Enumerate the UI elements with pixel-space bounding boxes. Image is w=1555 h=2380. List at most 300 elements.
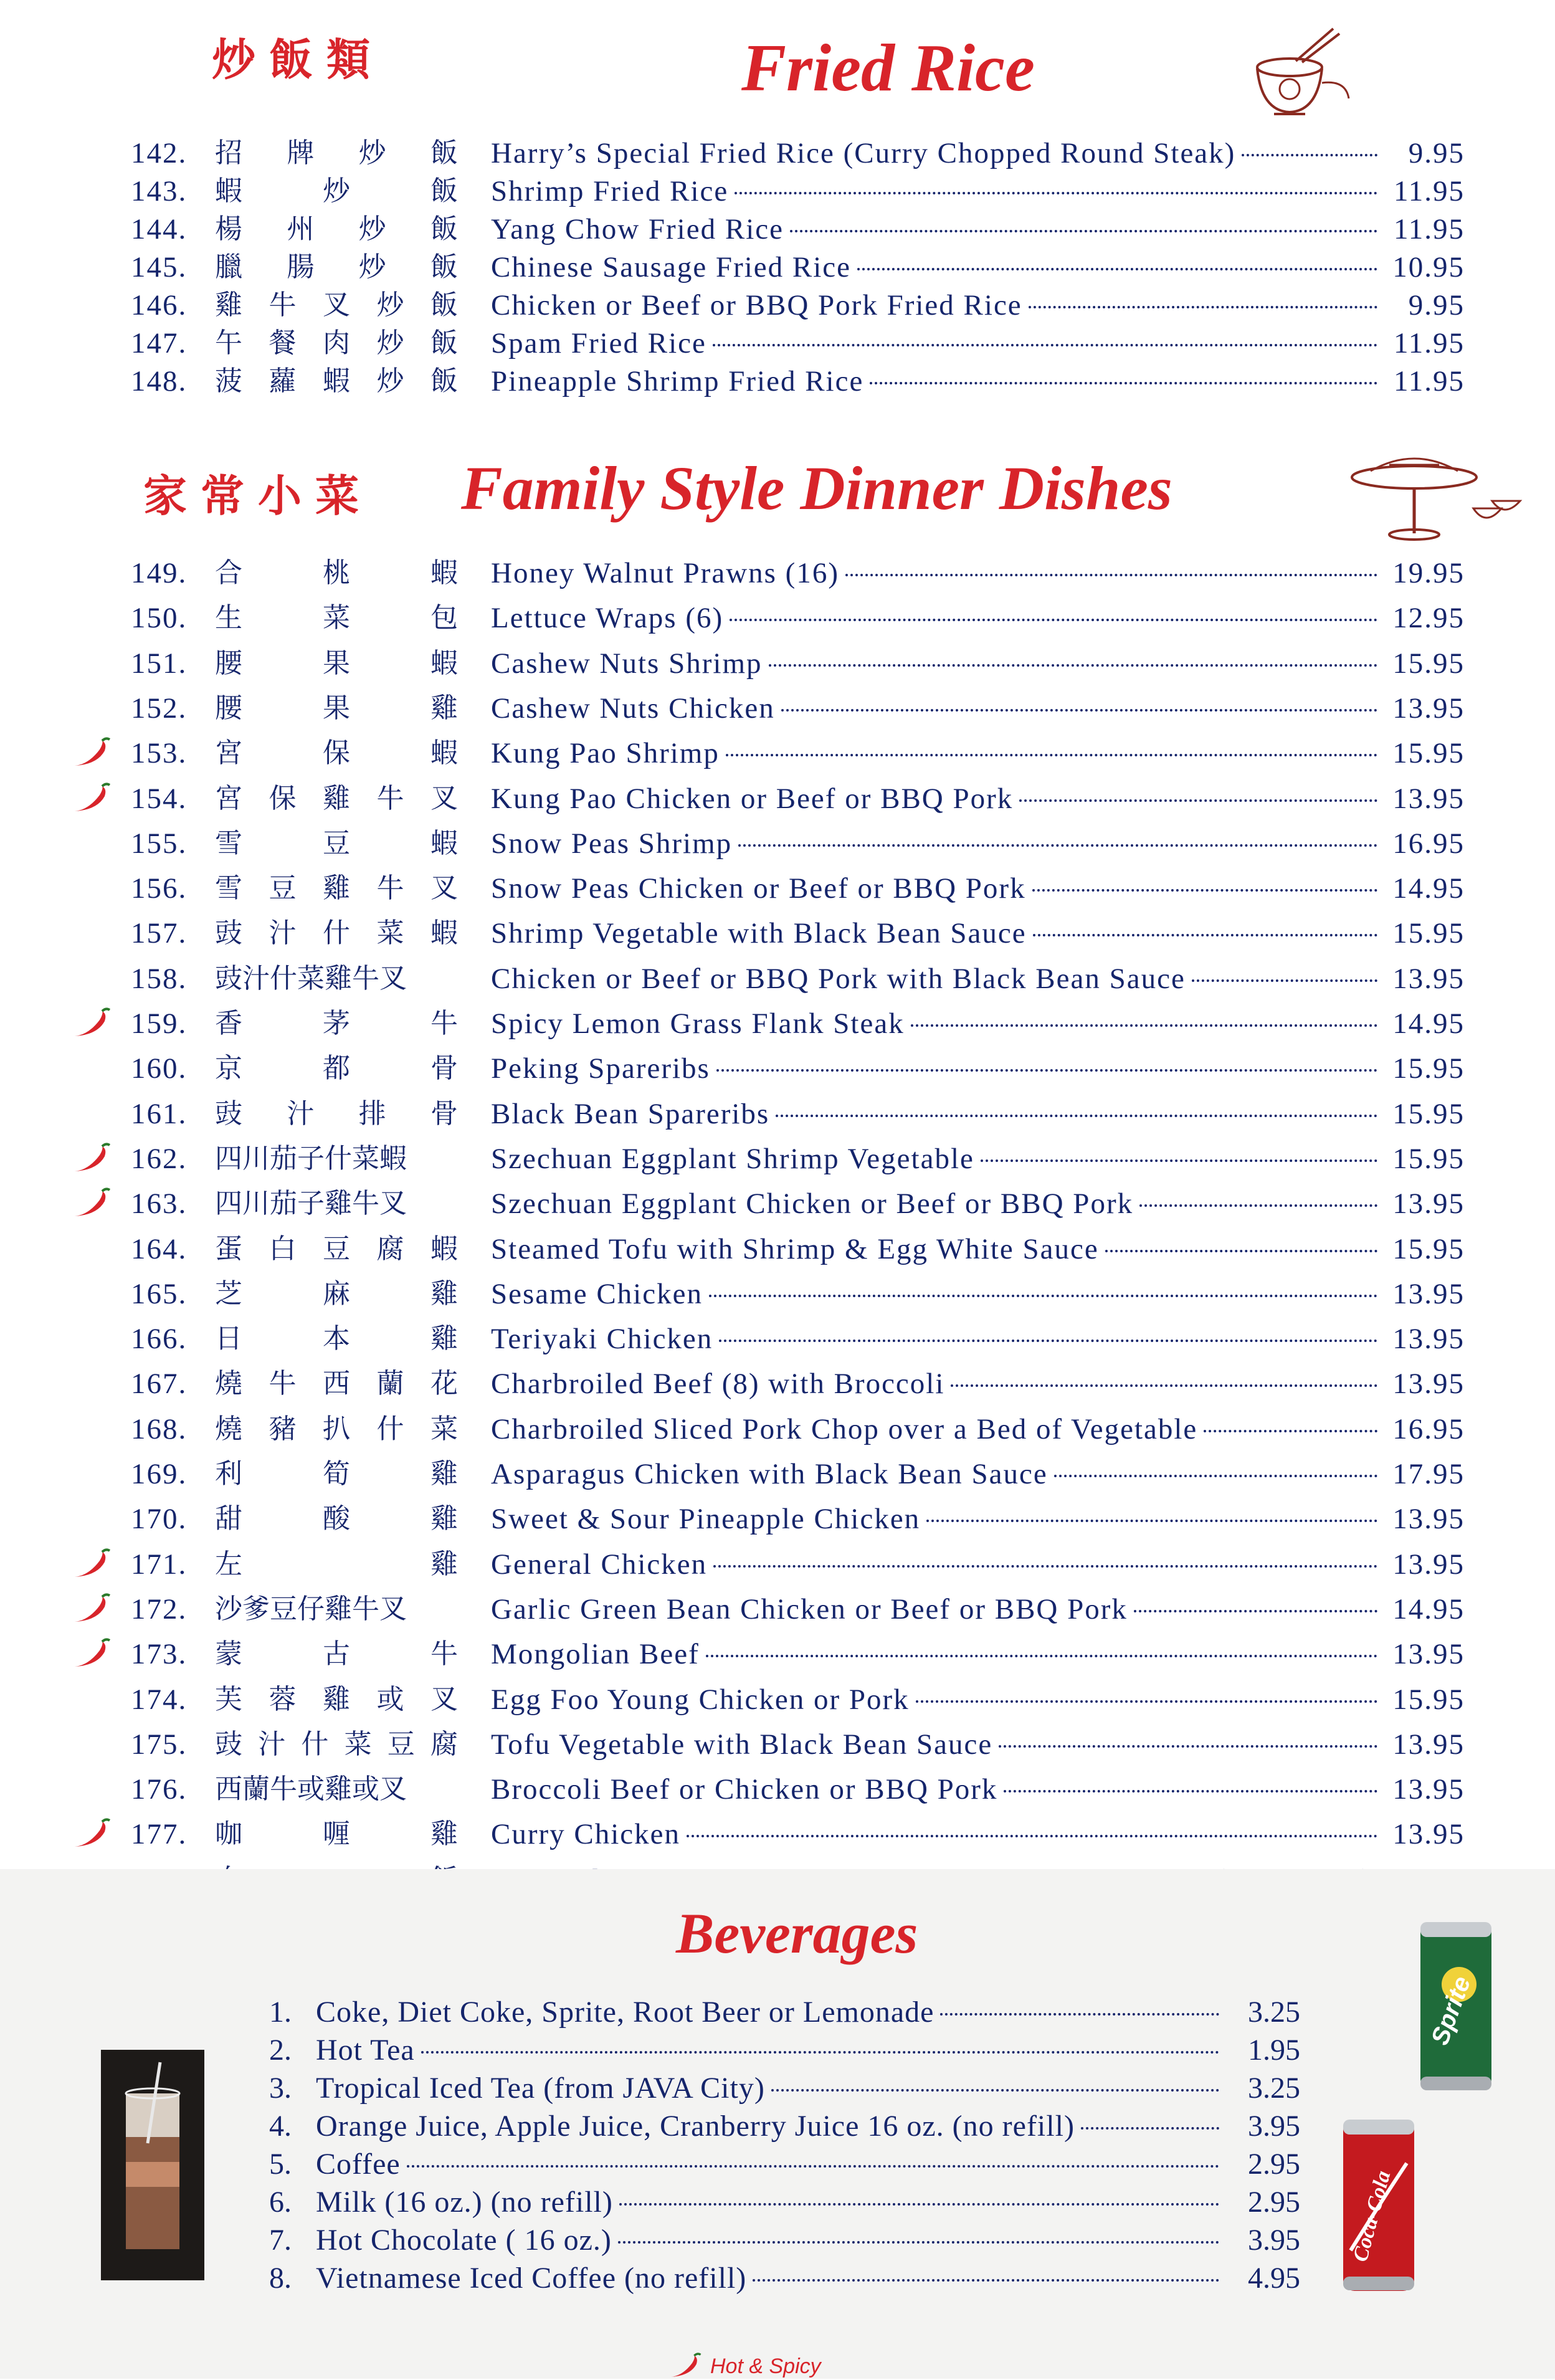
item-name-zh (215, 780, 458, 817)
item-number: 144. (131, 213, 188, 245)
zh-char: 白 (269, 1232, 297, 1265)
beverage-row (0, 1994, 1555, 2031)
item-name-line (491, 690, 1465, 727)
zh-char: 牛 (430, 1007, 458, 1039)
menu-item-row (0, 735, 1555, 772)
item-price: 16.95 (1392, 827, 1465, 860)
leader-dots (1105, 1250, 1377, 1252)
item-number: 142. (131, 137, 188, 169)
zh-char: 豉 (215, 1097, 242, 1130)
item-name-zh (215, 1816, 458, 1853)
item-name-line (491, 1591, 1465, 1628)
beverage-name: Vietnamese Iced Coffee (no refill) (316, 2262, 747, 2295)
zh-char: 蝦 (215, 175, 242, 207)
beverage-price: 3.25 (1248, 1996, 1300, 2029)
item-name: Chinese Sausage Fried Rice (491, 251, 852, 283)
item-name: Cashew Nuts Chicken (491, 692, 775, 725)
item-price: 12.95 (1392, 602, 1465, 635)
zh-char: 蒙 (215, 1638, 242, 1670)
item-price: 15.95 (1392, 1683, 1465, 1716)
leader-dots (911, 1024, 1377, 1027)
leader-dots (421, 2051, 1219, 2054)
zh-char: 炒 (323, 175, 350, 207)
item-name-line (491, 1365, 1465, 1402)
zh-char: 雞 (430, 692, 458, 724)
item-name-line (491, 1005, 1465, 1042)
zh-char: 豆 (387, 1728, 415, 1760)
item-name-zh (215, 1365, 458, 1402)
menu-item-row (0, 1140, 1555, 1178)
zh-char: 果 (323, 692, 350, 724)
item-name: Egg Foo Young Chicken or Pork (491, 1683, 910, 1716)
zh-char: 日 (215, 1323, 242, 1355)
zh-char: 蓉 (269, 1683, 297, 1715)
zh-char: 腰 (215, 647, 242, 679)
zh-char: 花 (430, 1368, 458, 1400)
item-name-line (491, 735, 1465, 772)
zh-char: 喱 (323, 1818, 350, 1850)
leader-dots (1139, 1204, 1377, 1207)
beverages-header (676, 1900, 918, 1966)
leader-dots (618, 2241, 1219, 2244)
leader-dots (1033, 934, 1377, 936)
leader-dots (735, 192, 1377, 194)
item-name-zh (215, 1320, 458, 1358)
item-number: 159. (131, 1007, 188, 1040)
zh-char: 臘 (215, 251, 242, 283)
item-number: 174. (131, 1683, 188, 1716)
fried-rice-title-wrap (741, 30, 1035, 107)
rice-bowl-icon (1240, 24, 1358, 130)
item-name: Yang Chow Fried Rice (491, 213, 784, 245)
item-name: Snow Peas Shrimp (491, 827, 733, 860)
item-name-zh (215, 960, 458, 997)
beverage-line (316, 2070, 1300, 2107)
zh-char: 腐 (430, 1728, 458, 1760)
item-name: Mongolian Beef (491, 1638, 700, 1671)
zh-char: 菜 (376, 917, 404, 950)
zh-char: 飯 (430, 175, 458, 207)
zh-char: 包 (430, 602, 458, 634)
zh-char: 香 (215, 1007, 242, 1039)
zh-char: 芝 (215, 1277, 242, 1310)
leader-dots (870, 382, 1377, 384)
zh-char: 叉 (430, 872, 458, 905)
item-number: 161. (131, 1097, 188, 1130)
beverage-row (0, 2070, 1555, 2107)
zh-char: 雞 (430, 1503, 458, 1535)
item-price: 13.95 (1392, 692, 1465, 725)
item-name-line (491, 1140, 1465, 1178)
item-name-line (491, 1411, 1465, 1448)
zh-char: 都 (323, 1052, 350, 1085)
item-name: Pineapple Shrimp Fried Rice (491, 365, 864, 397)
zh-char: 炒 (358, 137, 386, 169)
spicy-legend-label: Hot & Spicy (710, 2354, 821, 2378)
item-name-zh (215, 211, 458, 248)
menu-item-row (0, 1771, 1555, 1808)
zh-char: 果 (323, 647, 350, 679)
item-price: 13.95 (1392, 1638, 1465, 1671)
beverage-line (316, 2108, 1300, 2145)
item-price: 13.95 (1392, 1773, 1465, 1806)
leader-dots (719, 1340, 1377, 1342)
serving-dish-icon (1346, 440, 1526, 552)
beverage-number: 7. (269, 2224, 292, 2257)
leader-dots (709, 1295, 1377, 1297)
item-name-zh (215, 287, 458, 324)
zh-char: 汁 (287, 1097, 315, 1130)
zh-char: 肉 (323, 327, 350, 359)
zh-char: 雪 (215, 872, 242, 905)
menu-item-row (0, 960, 1555, 997)
item-name-zh (215, 173, 458, 210)
item-name-line (491, 287, 1465, 324)
zh-char: 京 (215, 1052, 242, 1085)
beverage-number: 8. (269, 2262, 292, 2295)
item-price: 17.95 (1392, 1458, 1465, 1490)
menu-item-row (0, 555, 1555, 592)
zh-char: 燒 (215, 1412, 242, 1445)
item-name: Chicken or Beef or BBQ Pork with Black Bean Sauce (491, 962, 1186, 995)
item-name: Szechuan Eggplant Chicken or Beef or BBQ Pork (491, 1188, 1134, 1221)
leader-dots (713, 344, 1377, 346)
item-number: 148. (131, 365, 188, 397)
zh-char: 飯 (430, 365, 458, 397)
item-number: 166. (131, 1323, 188, 1356)
item-name: Sesame Chicken (491, 1277, 703, 1310)
family-title-en: Family Style Dinner Dishes (461, 454, 1172, 523)
zh-char: 汁 (269, 917, 297, 950)
beverage-price: 3.95 (1248, 2110, 1300, 2143)
item-name-zh (215, 825, 458, 862)
item-name: General Chicken (491, 1548, 708, 1581)
zh-char: 牛 (376, 872, 404, 905)
item-name-zh (215, 1005, 458, 1042)
item-number: 177. (131, 1818, 188, 1851)
zh-char: 西蘭牛或雞或叉 (215, 1773, 407, 1806)
zh-char: 雞 (430, 1277, 458, 1310)
beverage-number: 2. (269, 2034, 292, 2067)
zh-char: 雞 (430, 1458, 458, 1490)
item-name-zh (215, 645, 458, 682)
zh-char: 雞 (323, 1683, 350, 1715)
item-price: 15.95 (1392, 1142, 1465, 1175)
item-name-line (491, 645, 1465, 682)
item-number: 176. (131, 1773, 188, 1806)
item-price: 15.95 (1392, 1097, 1465, 1130)
beverage-price: 2.95 (1248, 2186, 1300, 2219)
item-price: 14.95 (1392, 1592, 1465, 1626)
zh-char: 飯 (430, 251, 458, 283)
zh-char: 牛 (269, 1368, 297, 1400)
item-name-line (491, 1635, 1465, 1673)
item-price: 16.95 (1392, 1412, 1465, 1445)
zh-char: 雞 (215, 289, 242, 321)
item-name-zh (215, 1726, 458, 1763)
item-number: 156. (131, 872, 188, 905)
item-name-line (491, 135, 1465, 172)
item-name: Black Bean Spareribs (491, 1097, 770, 1130)
item-name-line (491, 249, 1465, 286)
item-price: 13.95 (1392, 782, 1465, 815)
item-number: 149. (131, 557, 188, 589)
chili-pepper-icon (70, 1548, 113, 1581)
zh-char: 或 (376, 1683, 404, 1715)
item-price: 10.95 (1392, 251, 1465, 283)
chili-pepper-icon (667, 2353, 704, 2380)
leader-dots (713, 1565, 1377, 1568)
zh-char: 本 (323, 1323, 350, 1355)
item-price: 15.95 (1392, 647, 1465, 680)
item-name-line (491, 599, 1465, 637)
family-header-en-wrap (461, 452, 1172, 524)
zh-char: 楊 (215, 213, 242, 245)
item-name-zh (215, 363, 458, 400)
leader-dots (1032, 889, 1377, 892)
zh-char: 左 (215, 1548, 242, 1580)
item-name-zh (215, 555, 458, 592)
item-number: 145. (131, 251, 188, 283)
fried-rice-title-zh: 炒飯類 (212, 34, 384, 85)
item-name-zh (215, 915, 458, 952)
item-name-line (491, 211, 1465, 248)
item-number: 165. (131, 1277, 188, 1310)
menu-item-row (0, 1005, 1555, 1042)
item-number: 167. (131, 1368, 188, 1401)
zh-char: 腰 (215, 692, 242, 724)
beverage-row (0, 2260, 1555, 2297)
beverage-line (316, 1994, 1300, 2031)
leader-dots (730, 619, 1377, 621)
menu-item-row (0, 173, 1555, 210)
zh-char: 蝦 (430, 647, 458, 679)
beverage-number: 4. (269, 2110, 292, 2143)
zh-char: 甜 (215, 1503, 242, 1535)
item-number: 169. (131, 1458, 188, 1490)
zh-char: 腸 (287, 251, 315, 283)
zh-char: 叉 (430, 1683, 458, 1715)
leader-dots (926, 1520, 1377, 1522)
beverage-name: Coffee (316, 2148, 401, 2181)
item-name-line (491, 915, 1465, 952)
item-number: 175. (131, 1728, 188, 1761)
item-number: 152. (131, 692, 188, 725)
zh-char: 叉 (430, 782, 458, 814)
leader-dots (753, 2279, 1219, 2282)
zh-char: 生 (215, 602, 242, 634)
zh-char: 雪 (215, 827, 242, 859)
spicy-legend (667, 2353, 821, 2380)
leader-dots (981, 1159, 1377, 1162)
item-name: Spicy Lemon Grass Flank Steak (491, 1007, 905, 1040)
item-number: 147. (131, 327, 188, 359)
item-name-zh (215, 1771, 458, 1808)
leader-dots (738, 844, 1377, 847)
leader-dots (940, 2013, 1219, 2016)
item-price: 9.95 (1408, 137, 1465, 169)
menu-item-row (0, 690, 1555, 727)
menu-item-row (0, 1185, 1555, 1222)
menu-item-row (0, 1455, 1555, 1493)
item-name-zh (215, 690, 458, 727)
item-name-line (491, 1230, 1465, 1268)
zh-char: 骨 (430, 1097, 458, 1130)
leader-dots (706, 1655, 1377, 1657)
item-name-zh (215, 1635, 458, 1673)
chili-pepper-icon (70, 783, 113, 815)
zh-char: 蝦 (430, 1232, 458, 1265)
zh-char: 牌 (287, 137, 315, 169)
zh-char: 飯 (430, 137, 458, 169)
zh-char: 豉 (215, 917, 242, 950)
zh-char: 牛 (430, 1638, 458, 1670)
leader-dots (716, 1069, 1377, 1072)
menu-item-row (0, 1591, 1555, 1628)
coke-can-label: Coca-Cola (1348, 2168, 1396, 2265)
menu-item-row (0, 1816, 1555, 1853)
zh-char: 豉汁什菜雞牛叉 (215, 962, 407, 994)
item-price: 11.95 (1393, 175, 1465, 207)
beverage-name: Hot Chocolate ( 16 oz.) (316, 2224, 612, 2257)
beverage-row (0, 2146, 1555, 2183)
item-number: 158. (131, 962, 188, 995)
menu-item-row (0, 363, 1555, 400)
beverage-price: 1.95 (1248, 2034, 1300, 2067)
item-name-zh (215, 870, 458, 907)
beverage-number: 5. (269, 2148, 292, 2181)
zh-char: 麻 (323, 1277, 350, 1310)
item-name-line (491, 363, 1465, 400)
zh-char: 午 (215, 327, 242, 359)
item-name-zh (215, 1681, 458, 1718)
zh-char: 炒 (376, 327, 404, 359)
item-name-line (491, 555, 1465, 592)
item-name-zh (215, 1050, 458, 1087)
menu-item-row (0, 915, 1555, 952)
zh-char: 炒 (376, 365, 404, 397)
item-name: Asparagus Chicken with Black Bean Sauce (491, 1458, 1048, 1490)
item-name: Chicken or Beef or BBQ Pork Fried Rice (491, 289, 1022, 321)
menu-item-row (0, 1365, 1555, 1402)
beverage-price: 4.95 (1248, 2262, 1300, 2295)
beverage-price: 3.25 (1248, 2072, 1300, 2105)
item-number: 151. (131, 647, 188, 680)
item-name: Spam Fried Rice (491, 327, 706, 359)
item-number: 168. (131, 1412, 188, 1445)
item-name-zh (215, 135, 458, 172)
item-name: Lettuce Wraps (6) (491, 602, 724, 635)
menu-item-row (0, 1500, 1555, 1538)
zh-char: 蝦 (430, 557, 458, 589)
zh-char: 扒 (323, 1412, 350, 1445)
item-name-zh (215, 325, 458, 362)
menu-item-row (0, 780, 1555, 817)
zh-char: 古 (323, 1638, 350, 1670)
item-name-line (491, 1455, 1465, 1493)
zh-char: 宮 (215, 782, 242, 814)
item-name-line (491, 1681, 1465, 1718)
item-name-zh (215, 1546, 458, 1583)
leader-dots (1054, 1475, 1377, 1477)
menu-item-row (0, 287, 1555, 324)
chili-pepper-icon (70, 1593, 113, 1626)
zh-char: 什 (301, 1728, 329, 1760)
item-number: 172. (131, 1592, 188, 1626)
leader-dots (999, 1745, 1377, 1748)
zh-char: 豆 (323, 1232, 350, 1265)
zh-char: 炒 (358, 213, 386, 245)
zh-char: 排 (358, 1097, 386, 1130)
item-name-zh (215, 1500, 458, 1538)
zh-char: 西 (323, 1368, 350, 1400)
zh-char: 菜 (323, 602, 350, 634)
zh-char: 飯 (430, 327, 458, 359)
item-name-zh (215, 1455, 458, 1493)
leader-dots (1081, 2127, 1219, 2130)
beverage-name: Tropical Iced Tea (from JAVA City) (316, 2072, 765, 2105)
item-name-line (491, 1816, 1465, 1853)
leader-dots (771, 2089, 1219, 2092)
leader-dots (857, 268, 1377, 270)
chili-pepper-icon (70, 1007, 113, 1040)
zh-char: 餐 (269, 327, 297, 359)
chili-pepper-icon (70, 1638, 113, 1670)
item-price: 14.95 (1392, 872, 1465, 905)
item-number: 157. (131, 917, 188, 950)
item-number: 171. (131, 1548, 188, 1581)
zh-char: 利 (215, 1458, 242, 1490)
sprite-can-label: Sprite (1426, 1973, 1477, 2049)
zh-char: 州 (287, 213, 315, 245)
item-name-zh (215, 1095, 458, 1133)
item-price: 15.95 (1392, 917, 1465, 950)
leader-dots (1242, 154, 1377, 156)
item-name-line (491, 1500, 1465, 1538)
item-name-line (491, 1185, 1465, 1222)
item-name: Peking Spareribs (491, 1052, 710, 1085)
menu-item-row (0, 1411, 1555, 1448)
zh-char: 四川茄子雞牛叉 (215, 1188, 407, 1220)
family-header-zh-wrap (143, 461, 373, 524)
item-name: Cashew Nuts Shrimp (491, 647, 763, 680)
zh-char: 蝦 (323, 365, 350, 397)
chili-pepper-icon (70, 1143, 113, 1175)
zh-char: 飯 (430, 289, 458, 321)
item-number: 146. (131, 289, 188, 321)
item-name-zh (215, 1140, 458, 1178)
leader-dots (781, 709, 1377, 712)
leader-dots (1029, 306, 1377, 308)
item-price: 13.95 (1392, 1728, 1465, 1761)
item-price: 13.95 (1392, 1368, 1465, 1401)
item-price: 13.95 (1392, 1188, 1465, 1221)
beverages-title: Beverages (676, 1902, 918, 1965)
zh-char: 保 (269, 782, 297, 814)
menu-item-row (0, 870, 1555, 907)
item-name-zh (215, 1275, 458, 1313)
leader-dots (790, 230, 1377, 232)
zh-char: 牛 (269, 289, 297, 321)
beverage-price: 3.95 (1248, 2224, 1300, 2257)
zh-char: 雞 (323, 872, 350, 905)
chili-pepper-icon (70, 1818, 113, 1850)
item-price: 11.95 (1393, 327, 1465, 359)
menu-item-row (0, 1275, 1555, 1313)
item-name-line (491, 1771, 1465, 1808)
leader-dots (845, 574, 1377, 576)
leader-dots (776, 1115, 1377, 1117)
